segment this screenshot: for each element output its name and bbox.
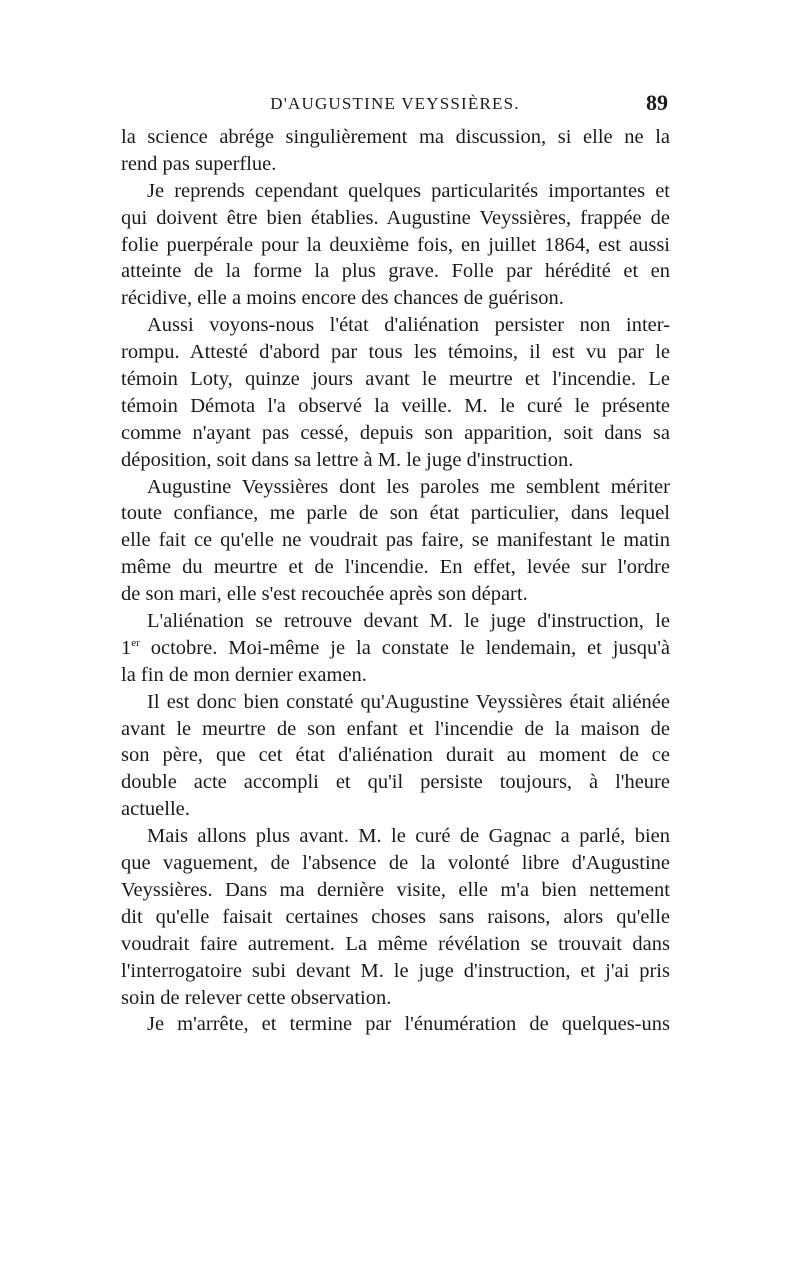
text-line: témoin Loty, quinze jours avant le meurtre et l'incendie. Le: [121, 368, 670, 391]
text-line: Il est donc bien constaté qu'Augustine Veyssières était aliénée: [147, 690, 670, 713]
text-line: dit qu'elle faisait certaines choses sans raisons, alors qu'elle: [121, 905, 670, 928]
text-line: qui doivent être bien établies. Augustine Veyssières, frappée de: [121, 206, 670, 229]
text-line: comme n'ayant pas cessé, depuis son apparition, soit dans sa: [121, 421, 670, 444]
text-line: Je reprends cependant quelques particularités importantes et: [147, 179, 670, 202]
text-line: Aussi voyons-nous l'état d'aliénation persister non inter-: [147, 314, 670, 337]
text-line: L'aliénation se retrouve devant M. le juge d'instruction, le: [147, 610, 670, 633]
text-line: elle fait ce qu'elle ne voudrait pas faire, se manifestant le matin: [121, 529, 670, 552]
text-line: toute confiance, me parle de son état particulier, dans lequel: [121, 502, 670, 525]
text-line: son père, que cet état d'aliénation durait au moment de ce: [121, 744, 670, 767]
text-line: avant le meurtre de son enfant et l'incendie de la maison de: [121, 717, 670, 740]
body-text: [121, 124, 670, 1038]
page-number: 89: [646, 90, 668, 115]
text-line: même du meurtre et de l'incendie. En effet, levée sur l'ordre: [121, 556, 670, 579]
running-title: D'AUGUSTINE VEYSSIÈRES.: [270, 94, 520, 113]
text-line: que vaguement, de l'absence de la volonté libre d'Augustine: [121, 852, 670, 875]
ordinal-superscript: er: [131, 637, 140, 650]
text-line: la science abrége singulièrement ma discussion, si elle ne la: [121, 126, 670, 148]
text-line: double acte accompli et qu'il persiste toujours, à l'heure: [121, 771, 670, 794]
text-line: Je m'arrête, et termine par l'énumération de quelques-uns: [147, 1013, 670, 1036]
text-line: atteinte de la forme la plus grave. Folle par hérédité et en: [121, 260, 670, 283]
running-head: [120, 90, 670, 120]
text-line: 1er octobre. Moi-même je la constate le lendemain, et jusqu'à: [121, 636, 670, 659]
text-line: rend pas superflue.: [121, 152, 277, 175]
text-line: la fin de mon dernier examen.: [121, 663, 367, 686]
text-line: de son mari, elle s'est recouchée après son départ.: [121, 583, 528, 606]
text-line: témoin Démota l'a observé la veille. M. le curé le présente: [121, 394, 670, 417]
text-line: rompu. Attesté d'abord par tous les témoins, il est vu par le: [121, 341, 670, 364]
text-line: Augustine Veyssières dont les paroles me semblent mériter: [147, 475, 670, 498]
text-line: l'interrogatoire subi devant M. le juge d'instruction, et j'ai pris: [121, 959, 670, 982]
text-line: Veyssières. Dans ma dernière visite, elle m'a bien nettement: [121, 878, 670, 901]
text-line: soin de relever cette observation.: [121, 986, 392, 1009]
text-line: récidive, elle a moins encore des chances de guérison.: [121, 287, 564, 310]
text-line: Mais allons plus avant. M. le curé de Gagnac a parlé, bien: [147, 825, 670, 848]
text-line: folie puerpérale pour la deuxième fois, en juillet 1864, est aussi: [121, 233, 670, 256]
text-line: voudrait faire autrement. La même révélation se trouvait dans: [121, 932, 670, 955]
text-line: actuelle.: [121, 798, 190, 821]
text-line: déposition, soit dans sa lettre à M. le juge d'instruction.: [121, 448, 574, 471]
